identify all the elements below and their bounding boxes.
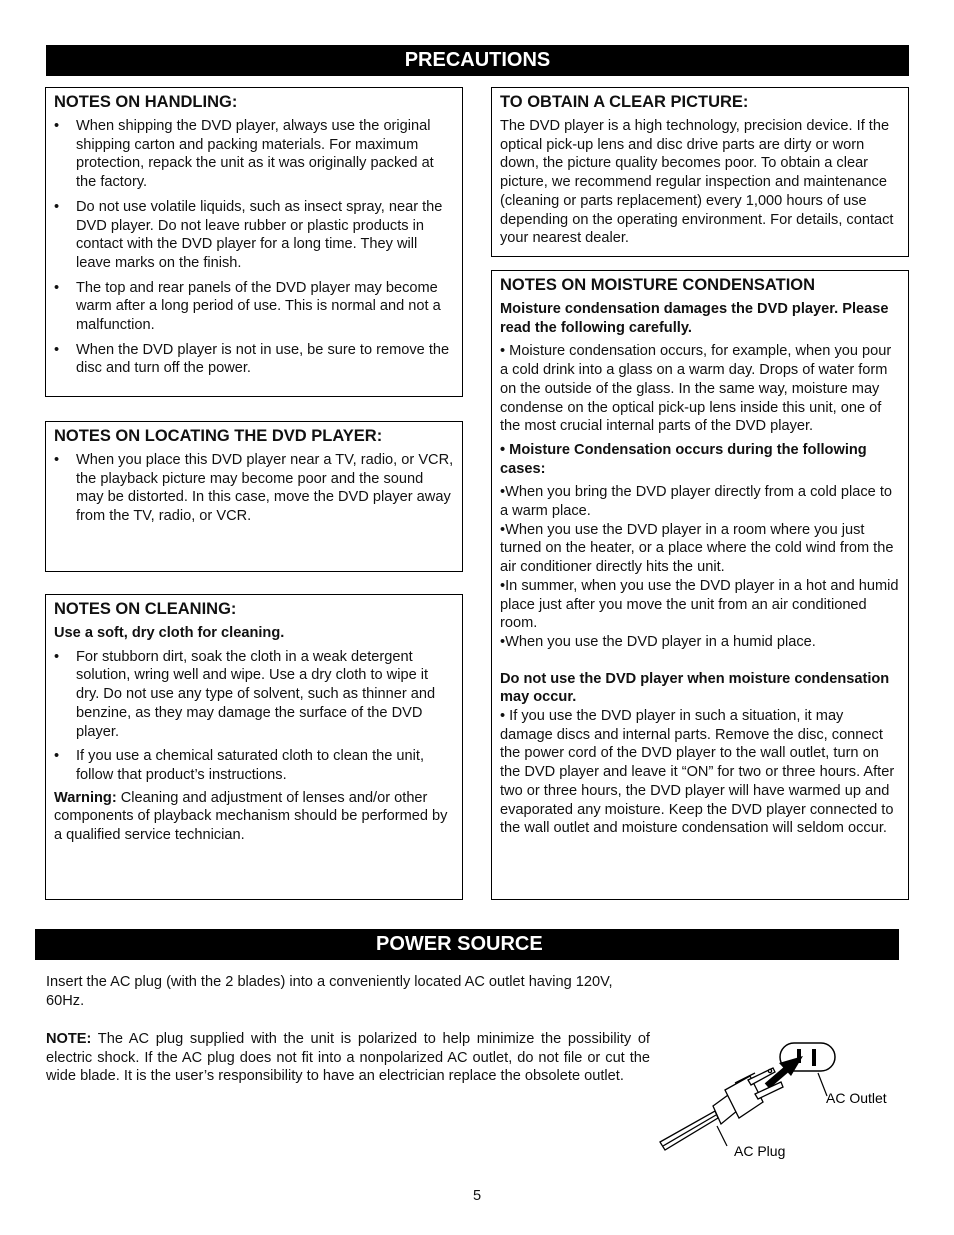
moisture-intro: Moisture condensation damages the DVD player. Please read the following carefully. <box>500 301 889 336</box>
precautions-title: PRECAUTIONS <box>404 49 551 71</box>
moisture-warning-heading: Do not use the DVD player when moisture condensation may occur. <box>500 670 890 706</box>
power-source-banner <box>35 929 899 960</box>
list-item: • When shipping the DVD player, always use the original shipping carton and packing materials. For maximum protection, repack the unit as it was originally packed at the factory. <box>54 118 434 191</box>
list-item: • For stubborn dirt, soak the cloth in a weak detergent solution, wring well and wipe. Use a dry cloth to wipe it dry. Do not use any type of solvent, such as thinner and benzine, as they may damage the surface of the DVD player. <box>54 648 436 740</box>
bullet-icon: • <box>54 198 60 215</box>
bullet-icon: • <box>54 341 60 358</box>
page-number: 5 <box>472 1188 482 1204</box>
moisture-cases-heading: • Moisture Condensation occurs during the following cases: <box>500 441 867 477</box>
locating-section <box>45 421 463 572</box>
moisture-title: NOTES ON MOISTURE CONDENSATION <box>500 276 816 294</box>
cleaning-warning: Warning: Cleaning and adjustment of lenses and/or other components of playback mechanism should be performed by a qualified service technician. <box>54 789 448 844</box>
clear-picture-section <box>491 87 909 257</box>
ac-outlet-label: AC Outlet <box>826 1090 887 1106</box>
cleaning-subtitle: Use a soft, dry cloth for cleaning. <box>54 625 285 641</box>
list-item: • When you place this DVD player near a TV, radio, or VCR, the playback picture may become poor and the sound may be distorted. In this case, move the DVD player away from the TV, radio, or VCR. <box>54 452 454 525</box>
power-source-text: Insert the AC plug (with the 2 blades) into a conveniently located AC outlet having 120V, 60Hz. <box>46 974 613 1009</box>
bullet-icon: • <box>54 452 60 468</box>
moisture-warning-text: • If you use the DVD player in such a situation, it may damage discs and internal parts. Remove the disc, connect the power cord of the DVD player to the wall outlet, turn on the DVD player and leave it “ON” for two or three hours. After two or three hours, the DVD player will have warmed up and evaporated any moisture. Keep the DVD player connected to the wall outlet and moisture condensation will seldom occur. <box>500 708 895 837</box>
list-item: •When you use the DVD player in a humid place. <box>500 633 816 650</box>
locating-title: NOTES ON LOCATING THE DVD PLAYER: <box>54 427 383 445</box>
list-item: •In summer, when you use the DVD player in a hot and humid place just after you move the unit from an air conditioned room. <box>500 577 899 632</box>
power-source-title: POWER SOURCE <box>376 933 543 955</box>
moisture-cases <box>500 483 900 651</box>
bullet-icon: • <box>54 118 60 134</box>
power-source-note: NOTE: The AC plug supplied with the unit is polarized to help minimize the possibility of electric shock. If the AC plug does not fit into a nonpolarized AC outlet, do not file or cut the wide blade. It is the user’s responsibility to have an electrician replace the obsolete outlet. <box>46 1031 650 1085</box>
cleaning-section <box>45 594 463 900</box>
ac-plug-label: AC Plug <box>734 1143 786 1159</box>
bullet-icon: • <box>54 748 60 765</box>
bullet-icon: • <box>54 279 60 296</box>
cleaning-title: NOTES ON CLEANING: <box>54 600 237 618</box>
clear-picture-title: TO OBTAIN A CLEAR PICTURE: <box>500 93 749 111</box>
ac-plug-icon <box>660 1068 783 1150</box>
list-item: •When you use the DVD player in a room where you just turned on the heater, or a place where the cold wind from the air conditioner directly hits the unit. <box>500 521 894 576</box>
bullet-icon: • <box>54 648 60 665</box>
list-item: • If you use a chemical saturated cloth to clean the unit, follow that product’s instructions. <box>54 748 425 783</box>
moisture-para: • Moisture condensation occurs, for example, when you pour a cold drink into a glass on a warm day. Drops of water form on the outside of the glass. In the same way, moisture may condense on the optical pick-up lens inside this unit, one of the most crucial internal parts of the DVD player. <box>500 343 892 435</box>
clear-picture-text: The DVD player is a high technology, precision device. If the optical pick-up lens and disc drive parts are dirty or worn down, the picture quality becomes poor. To obtain a clear picture, we recommend regular inspection and maintenance (cleaning or parts replacement) every 1,000 hours of use depending on the operating environment. For details, contact your nearest dealer. <box>500 118 894 247</box>
list-item: • Do not use volatile liquids, such as insect spray, near the DVD player. Do not leave rubber or plastic products in contact with the DVD player for a long time. They will leave marks on the finish. <box>54 198 443 271</box>
ac-plug-diagram <box>655 1038 915 1168</box>
list-item: • When the DVD player is not in use, be sure to remove the disc and turn off the power. <box>54 341 450 377</box>
handling-title: NOTES ON HANDLING: <box>54 93 238 111</box>
list-item: •When you bring the DVD player directly from a cold place to a warm place. <box>500 484 893 520</box>
handling-section <box>45 87 463 397</box>
precautions-banner <box>46 45 909 76</box>
moisture-section <box>491 270 909 900</box>
list-item: • The top and rear panels of the DVD player may become warm after a long period of use. This is normal and not a malfunction. <box>54 279 441 334</box>
